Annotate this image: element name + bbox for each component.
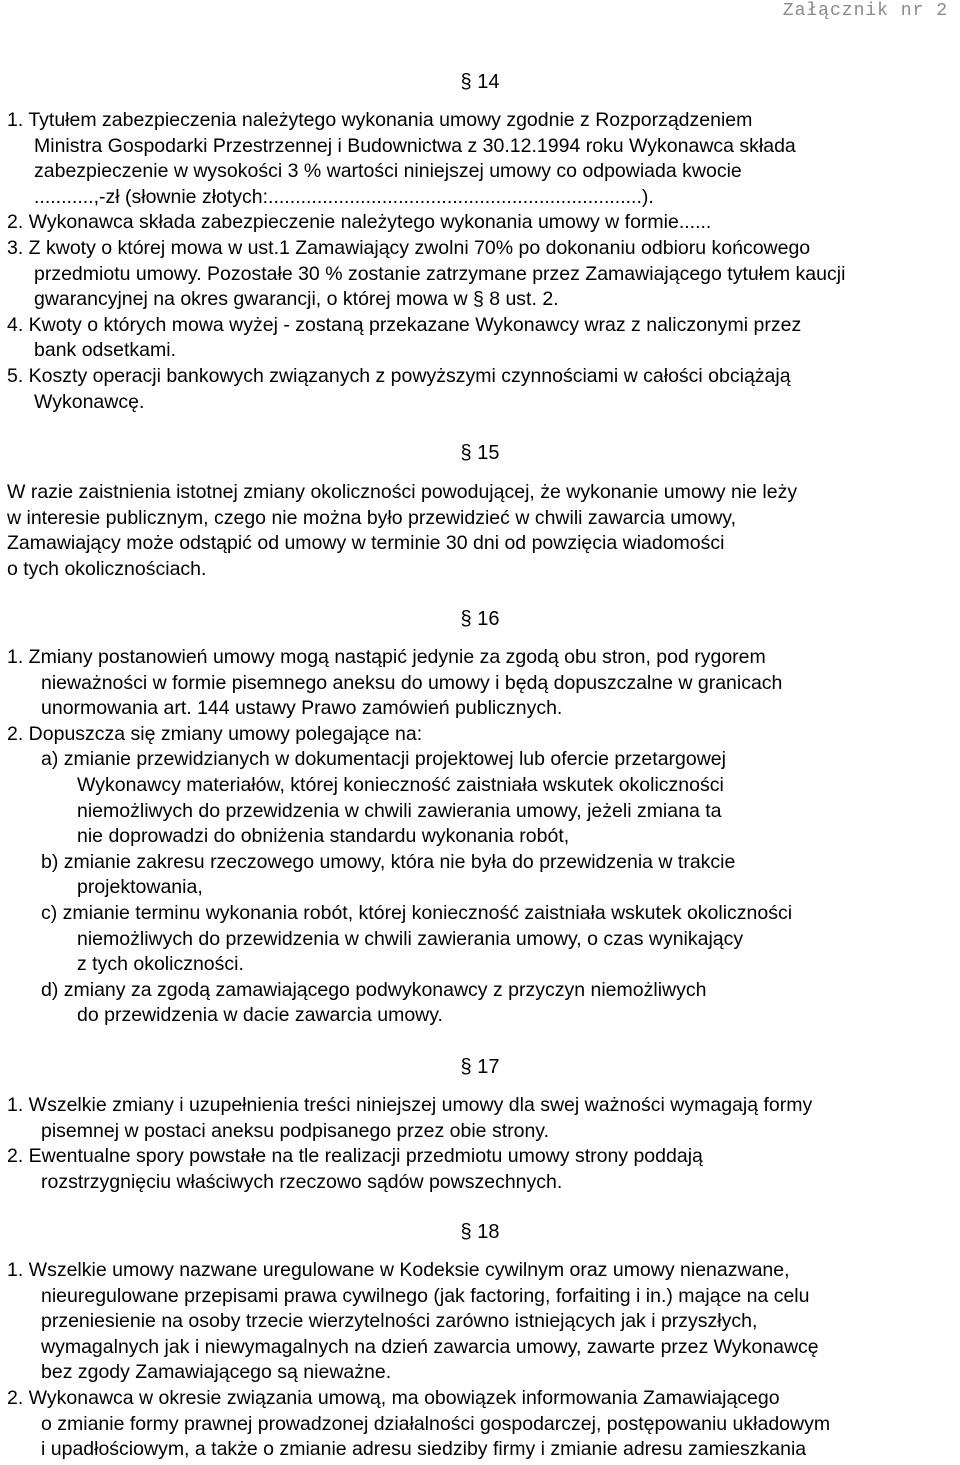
- paragraph-line: nieważności w formie pisemnego aneksu do umowy i będą dopuszczalne w granicach: [41, 671, 783, 694]
- paragraph-line: 2. Wykonawca składa zabezpieczenie należytego wykonania umowy w formie......: [7, 211, 712, 234]
- paragraph-line: nieuregulowane przepisami prawa cywilnego (jak factoring, forfaiting i in.) mające na celu: [41, 1284, 810, 1307]
- list-item-a: a) zmianie przewidzianych w dokumentacji projektowej lub ofercie przetargowej: [41, 748, 726, 771]
- paragraph-line: wymagalnych jak i niewymagalnych na dzień zawarcia umowy, zawarte przez Wykonawcę: [41, 1335, 819, 1358]
- paragraph-line: bank odsetkami.: [34, 339, 176, 362]
- paragraph-line: 4. Kwoty o których mowa wyżej - zostaną przekazane Wykonawcy wraz z naliczonymi przez: [7, 313, 802, 336]
- paragraph-line: niemożliwych do przewidzenia w chwili zawierania umowy, o czas wynikający: [77, 927, 744, 950]
- paragraph-line: Wykonawcy materiałów, której konieczność zaistniała wskutek okoliczności: [77, 773, 724, 796]
- paragraph-line: pisemnej w postaci aneksu podpisanego przez obie strony.: [41, 1119, 550, 1142]
- paragraph-line: 2. Ewentualne spory powstałe na tle realizacji przedmiotu umowy strony poddają: [7, 1145, 703, 1168]
- paragraph-line: ...........,-zł (słownie złotych:.....................................................................).: [34, 185, 654, 208]
- paragraph-line: Wykonawcę.: [34, 390, 145, 413]
- paragraph-line: nie doprowadzi do obniżenia standardu wykonania robót,: [77, 825, 570, 848]
- paragraph-line: z tych okoliczności.: [77, 953, 244, 976]
- section-17-body: [7, 1093, 942, 1195]
- section-heading-17: § 17: [460, 1056, 500, 1078]
- paragraph-line: niemożliwych do przewidzenia w chwili zawierania umowy, jeżeli zmiana ta: [77, 799, 722, 822]
- paragraph-line: 2. Dopuszcza się zmiany umowy polegające na:: [7, 722, 423, 745]
- section-heading-15: § 15: [460, 442, 500, 464]
- paragraph-line: 5. Koszty operacji bankowych związanych z powyższymi czynnościami w całości obciążają: [7, 364, 791, 387]
- paragraph-line: Zamawiający może odstąpić od umowy w terminie 30 dni od powzięcia wiadomości: [7, 532, 725, 555]
- section-18-body: [7, 1258, 942, 1463]
- paragraph-line: do przewidzenia w dacie zawarcia umowy.: [77, 1004, 443, 1027]
- paragraph-line: przedmiotu umowy. Pozostałe 30 % zostanie zatrzymane przez Zamawiającego tytułem kaucji: [34, 262, 846, 285]
- section-heading-14: § 14: [460, 71, 500, 93]
- section-14-body: [7, 108, 942, 415]
- list-item-d: d) zmiany za zgodą zamawiającego podwykonawcy z przyczyn niemożliwych: [41, 978, 707, 1001]
- paragraph-line: projektowania,: [77, 876, 203, 899]
- paragraph-line: 1. Tytułem zabezpieczenia należytego wykonania umowy zgodnie z Rozporządzeniem: [7, 109, 753, 131]
- section-16-body: [7, 645, 942, 1029]
- paragraph-line: rozstrzygnięciu właściwych rzeczowo sądów powszechnych.: [41, 1170, 563, 1193]
- paragraph-line: unormowania art. 144 ustawy Prawo zamówień publicznych.: [41, 697, 563, 720]
- paragraph-line: i upadłościowym, a także o zmianie adresu siedziby firmy i zmianie adresu zamieszkania: [41, 1438, 807, 1461]
- paragraph-line: zabezpieczenie w wysokości 3 % wartości niniejszej umowy co odpowiada kwocie: [34, 160, 742, 183]
- paragraph-line: 2. Wykonawca w okresie związania umową, ma obowiązek informowania Zamawiającego: [7, 1386, 780, 1409]
- paragraph-line: 1. Zmiany postanowień umowy mogą nastąpić jedynie za zgodą obu stron, pod rygorem: [7, 646, 766, 668]
- attachment-label: Załącznik nr 2: [782, 1, 948, 21]
- paragraph-line: Ministra Gospodarki Przestrzennej i Budownictwa z 30.12.1994 roku Wykonawca składa: [34, 134, 796, 157]
- paragraph-line: 1. Wszelkie zmiany i uzupełnienia treści niniejszej umowy dla swej ważności wymagają formy: [7, 1094, 813, 1116]
- paragraph-line: o zmianie formy prawnej prowadzonej działalności gospodarczej, postępowaniu układowym: [41, 1412, 831, 1435]
- section-heading-18: § 18: [460, 1221, 500, 1243]
- section-15-body: [7, 480, 942, 582]
- paragraph-line: gwarancyjnej na okres gwarancji, o której mowa w § 8 ust. 2.: [34, 288, 559, 311]
- section-heading-16: § 16: [460, 608, 500, 630]
- paragraph-line: 3. Z kwoty o której mowa w ust.1 Zamawiający zwolni 70% po dokonaniu odbioru końcowego: [7, 236, 811, 259]
- paragraph-line: bez zgody Zamawiającego są nieważne.: [41, 1361, 392, 1384]
- list-item-c: c) zmianie terminu wykonania robót, której konieczność zaistniała wskutek okoliczności: [41, 901, 793, 924]
- paragraph-line: w interesie publicznym, czego nie można było przewidzieć w chwili zawarcia umowy,: [7, 506, 737, 529]
- list-item-b: b) zmianie zakresu rzeczowego umowy, która nie była do przewidzenia w trakcie: [41, 850, 736, 873]
- paragraph-line: przeniesienie na osoby trzecie wierzytelności zarówno istniejących jak i przyszłych,: [41, 1310, 758, 1333]
- paragraph-line: W razie zaistnienia istotnej zmiany okoliczności powodującej, że wykonanie umowy nie leży: [7, 481, 798, 503]
- paragraph-line: o tych okolicznościach.: [7, 557, 207, 580]
- paragraph-line: 1. Wszelkie umowy nazwane uregulowane w Kodeksie cywilnym oraz umowy nienazwane,: [7, 1259, 790, 1281]
